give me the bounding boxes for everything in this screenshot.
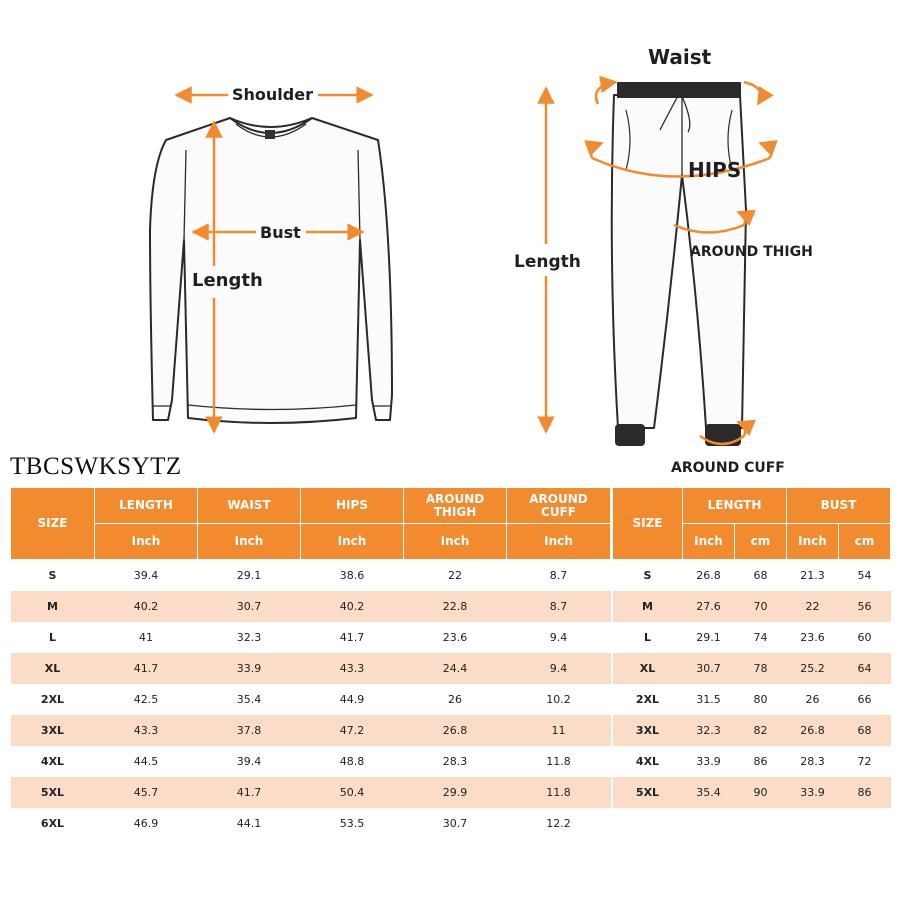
table-cell: 50.4	[301, 777, 404, 808]
table-cell: 29.1	[236, 569, 262, 582]
table-cell: 42.5	[133, 693, 159, 706]
table-cell: 86	[839, 777, 891, 808]
table-cell: 39.4	[236, 755, 262, 768]
brand-name: TBCSWKSYTZ	[10, 453, 182, 480]
table-cell: 33.9	[198, 653, 301, 684]
table-row	[11, 591, 611, 622]
table-cell: 31.5	[696, 693, 721, 706]
table-cell: 22.8	[404, 591, 507, 622]
table-cell: 64	[839, 653, 891, 684]
shirt-unit: cm	[735, 524, 787, 560]
pants-unit: Inch	[301, 524, 404, 560]
bust-label: Bust	[260, 223, 301, 242]
size-cell: 2XL	[635, 693, 660, 706]
table-cell: 9.4	[507, 653, 611, 684]
pants-col-length: LENGTH	[95, 488, 198, 524]
shirt-illustration	[150, 118, 392, 423]
table-cell: 41.7	[95, 653, 198, 684]
table-row	[613, 622, 891, 653]
waist-label: Waist	[648, 45, 712, 69]
table-cell: 9.4	[549, 631, 568, 644]
table-row	[613, 715, 891, 746]
table-cell: 26.8	[787, 715, 839, 746]
pants-unit: Inch	[404, 524, 507, 560]
size-cell: 2XL	[40, 693, 65, 706]
table-cell: 38.6	[339, 569, 365, 582]
table-cell: 25.2	[787, 653, 839, 684]
pants-size-table	[10, 487, 611, 839]
table-cell: 37.8	[198, 715, 301, 746]
size-cell: 3XL	[613, 715, 683, 746]
table-cell: 23.6	[800, 631, 825, 644]
size-cell: 4XL	[40, 755, 65, 768]
size-cell: L	[48, 631, 56, 644]
table-row	[613, 591, 891, 622]
table-cell: 40.2	[301, 591, 404, 622]
size-cell: 4XL	[635, 755, 660, 768]
shirt-size-table	[612, 487, 891, 808]
table-cell: 54	[857, 569, 872, 582]
around-cuff-label: AROUND CUFF	[671, 460, 785, 476]
table-cell: 12.2	[546, 817, 571, 830]
table-cell: 43.3	[95, 715, 198, 746]
shirt-length-label: Length	[192, 270, 263, 291]
table-cell: 44.1	[236, 817, 262, 830]
table-cell: 70	[735, 591, 787, 622]
shoulder-label: Shoulder	[232, 85, 313, 104]
table-cell: 74	[753, 631, 768, 644]
table-cell: 44.5	[133, 755, 159, 768]
table-row	[11, 653, 611, 684]
pants-col-around-thigh: AROUND THIGH	[404, 488, 507, 524]
table-cell: 53.5	[339, 817, 365, 830]
table-cell: 29.1	[696, 631, 721, 644]
table-cell: 68	[839, 715, 891, 746]
table-cell: 35.4	[236, 693, 262, 706]
table-row	[613, 560, 891, 592]
table-cell: 11.8	[546, 755, 571, 768]
pants-unit: Inch	[507, 524, 611, 560]
table-cell: 33.9	[696, 755, 721, 768]
table-cell: 48.8	[339, 755, 365, 768]
table-cell: 23.6	[442, 631, 468, 644]
table-cell: 66	[857, 693, 872, 706]
table-cell: 10.2	[546, 693, 571, 706]
table-cell: 82	[735, 715, 787, 746]
size-cell: XL	[613, 653, 683, 684]
table-cell: 8.7	[507, 591, 611, 622]
table-cell: 90	[735, 777, 787, 808]
table-row	[613, 746, 891, 777]
size-cell: XL	[11, 653, 95, 684]
table-cell: 27.6	[683, 591, 735, 622]
shirt-unit: Inch	[683, 524, 735, 560]
table-cell: 40.2	[95, 591, 198, 622]
size-cell: S	[48, 569, 57, 582]
table-row	[613, 653, 891, 684]
size-cell: 5XL	[11, 777, 95, 808]
pants-col-waist: WAIST	[198, 488, 301, 524]
table-cell: 26	[805, 693, 820, 706]
table-row	[613, 684, 891, 715]
pants-col-around-cuff: AROUND CUFF	[507, 488, 611, 524]
table-cell: 46.9	[133, 817, 159, 830]
table-row	[11, 684, 611, 715]
size-cell: 5XL	[613, 777, 683, 808]
table-row	[11, 746, 611, 777]
shirt-col-length: LENGTH	[683, 488, 787, 524]
table-cell: 72	[857, 755, 872, 768]
table-row	[11, 622, 611, 653]
table-row	[11, 808, 611, 839]
shirt-size-header: SIZE	[613, 488, 683, 560]
table-cell: 33.9	[787, 777, 839, 808]
table-cell: 22	[787, 591, 839, 622]
size-cell: M	[613, 591, 683, 622]
table-cell: 60	[857, 631, 872, 644]
table-cell: 32.3	[236, 631, 262, 644]
table-cell: 8.7	[549, 569, 568, 582]
table-cell: 39.4	[133, 569, 159, 582]
table-cell: 41	[139, 631, 153, 644]
size-cell: 3XL	[11, 715, 95, 746]
table-cell: 78	[735, 653, 787, 684]
table-cell: 32.3	[683, 715, 735, 746]
table-cell: 44.9	[339, 693, 365, 706]
table-cell: 26.8	[696, 569, 721, 582]
table-cell: 11	[507, 715, 611, 746]
table-cell: 30.7	[442, 817, 468, 830]
table-cell: 22	[448, 569, 462, 582]
size-cell: M	[11, 591, 95, 622]
table-cell: 41.7	[339, 631, 365, 644]
table-cell: 47.2	[301, 715, 404, 746]
table-cell: 86	[753, 755, 768, 768]
shirt-unit: Inch	[787, 524, 839, 560]
size-cell: S	[643, 569, 652, 582]
table-cell: 45.7	[95, 777, 198, 808]
table-cell: 35.4	[683, 777, 735, 808]
shirt-unit: cm	[839, 524, 891, 560]
table-cell: 80	[753, 693, 768, 706]
table-cell: 68	[753, 569, 768, 582]
pants-unit: Inch	[198, 524, 301, 560]
pants-length-label: Length	[514, 252, 581, 272]
table-cell: 30.7	[198, 591, 301, 622]
table-cell: 41.7	[198, 777, 301, 808]
shirt-col-bust: BUST	[787, 488, 891, 524]
pants-col-hips: HIPS	[301, 488, 404, 524]
pants-unit: Inch	[95, 524, 198, 560]
table-cell: 21.3	[800, 569, 825, 582]
table-cell: 26.8	[404, 715, 507, 746]
table-cell: 26	[448, 693, 462, 706]
size-cell: L	[643, 631, 651, 644]
size-cell: 6XL	[40, 817, 65, 830]
table-cell: 56	[839, 591, 891, 622]
table-cell: 28.3	[442, 755, 468, 768]
pants-illustration	[612, 83, 746, 445]
table-cell: 11.8	[507, 777, 611, 808]
table-row	[613, 777, 891, 808]
table-row	[11, 560, 611, 592]
table-cell: 29.9	[404, 777, 507, 808]
table-cell: 30.7	[683, 653, 735, 684]
hips-label: HIPS	[688, 158, 742, 182]
table-cell: 28.3	[800, 755, 825, 768]
around-thigh-label: AROUND THIGH	[690, 244, 813, 260]
table-row	[11, 715, 611, 746]
table-cell: 24.4	[404, 653, 507, 684]
table-cell: 43.3	[301, 653, 404, 684]
pants-size-header: SIZE	[11, 488, 95, 560]
table-row	[11, 777, 611, 808]
